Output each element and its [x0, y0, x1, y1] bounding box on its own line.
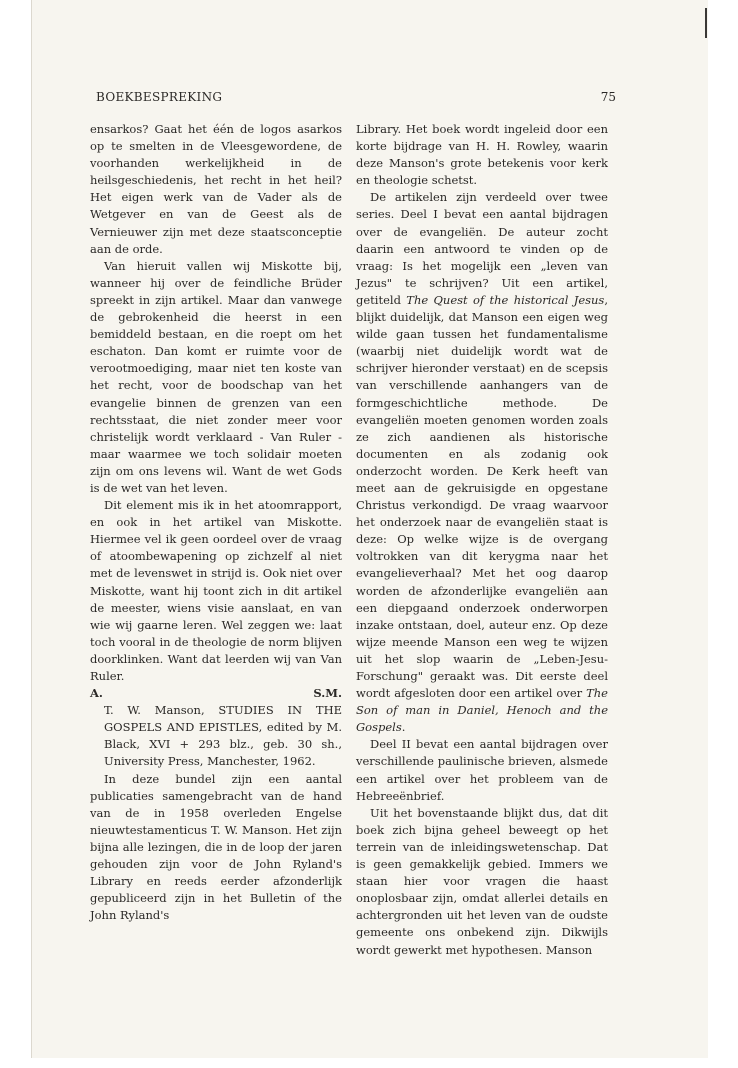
paragraph: Van hieruit vallen wij Miskotte bij, wanneer hij over de feindliche Brüder spreekt in zijn artikel. Maar dan vanwege de gebrokenheid die heerst in een bemiddeld bestaan, en die roept om het eschaton. Dan komt er ruimte voor de verootmoediging, maar niet ten koste van het recht, voor de boodschap van het evangelie binnen de grenzen van een rechtsstaat, die niet zonder meer voor christelijk wordt verklaard - Van Ruler - maar waarmee we toch solidair moeten zijn om ons levens wil. Want de wet Gods is de wet van het leven. [90, 258, 342, 495]
paragraph [356, 189, 608, 736]
article-title: The Quest of the historical Jesus [406, 292, 605, 307]
paragraph: In deze bundel zijn een aantal publicaties samengebracht van de hand van de in 1958 overleden Engelse nieuwtestamenticus T. W. Manson. Het zijn bijna alle lezingen, die in de loop der jaren gehouden zijn voor de John Ryland's Library en reeds eerder afzonderlijk gepubliceerd zijn in het Bulletin of the John Ryland's [90, 771, 342, 923]
paragraph: Deel II bevat een aantal bijdragen over verschillende paulinische brieven, alsmede een artikel over het probleem van de Hebreeënbrief. [356, 737, 608, 803]
left-column [90, 121, 342, 924]
article-title: The Son of man in Daniel, Henoch and the Gospels [356, 686, 608, 735]
paragraph: Dit element mis ik in het atoomrapport, en ook in het artikel van Miskotte. Hiermee vel ik geen oordeel over de vraag of atoombewapening op zichzelf al niet met de levenswet in strijd is. Ook niet over Miskotte, want hij toont zich in dit artikel de meester, wiens visie aanslaat, en van wie wij gaarne leren. Wel zeggen we: laat toch vooral in de theologie de norm blijven doorklinken. Want dat leerden wij van Van Ruler. [90, 498, 342, 683]
signoff [90, 685, 342, 702]
paragraph: Uit het bovenstaande blijkt dus, dat dit boek zich bijna geheel beweegt op het terrein van de inleidingswetenschap. Dat is geen gemakkelijk gebied. Immers we staan hier voor vragen die haast onoplosbaar zijn, omdat allerlei details en achtergronden uit het leven van de oudste gemeente ons onbekend zijn. Dikwijls wordt gewerkt met hypothesen. Manson [356, 805, 608, 957]
text-run: De artikelen zijn verdeeld over twee series. Deel I bevat een aantal bijdragen over de evangeliën. De auteur zocht daarin een antwoord te vinden op de vraag: Is het mogelijk een „leven van Jezus" te schrijven? Uit een artikel, getiteld [356, 190, 608, 307]
text-run: . [401, 720, 406, 735]
paragraph: Library. Het boek wordt ingeleid door een korte bijdrage van H. H. Rowley, waarin deze Manson's grote betekenis voor kerk en theologie schetst. [356, 122, 608, 188]
text-run: , blijkt duidelijk, dat Manson een eigen weg wilde gaan tussen het fundamentalisme (waarbij niet duidelijk wordt wat de schrijver hieronder verstaat) en de scepsis van verschillende aanhangers van de formgeschichtliche methode. De evangeliën moeten genomen worden zoals ze zich aandienen als historische documenten en als zodanig ook onderzocht worden. De Kerk heeft van meet aan de gekruisigde en opgestane Christus verkondigd. De vraag waarvoor het onderzoek naar de evangeliën staat is deze: Op welke wijze is de overgang voltrokken van dit kerygma naar het evangelieverhaal? Met het oog daarop worden de afzonderlijke evangeliën aan een diepgaand onderzoek onderworpen inzake ontstaan, doel, auteur enz. Op deze wijze meende Manson een weg te wijzen uit het slop waarin de „Leben-Jesu-Forschung" geraakt was. Dit eerste deel wordt afgesloten door een artikel over [356, 292, 608, 701]
ref-author: T. W. Manson, [104, 703, 219, 718]
ref-details: , edited by M. Black, XVI + 293 blz., geb. 30 sh., University Press, Manchester, 1962. [104, 720, 342, 769]
right-column [356, 121, 608, 959]
book-reference [90, 702, 342, 770]
signoff-author: S.M. [313, 686, 342, 701]
signoff-initial: A. [90, 686, 103, 701]
page-number: 75 [600, 90, 616, 104]
paragraph: ensarkos? Gaat het één de logos asarkos op te smelten in de Vleesgewordene, de voorhanden werkelijkheid in de heilsgeschiedenis, het recht in het heil? Het eigen werk van de Vader als de Wetgever en van de Geest als de Vernieuwer zijn met deze staatsconceptie aan de orde. [90, 122, 342, 256]
edge-mark [705, 8, 707, 38]
ref-title: STUDIES IN THE GOSPELS AND EPISTLES [104, 703, 342, 735]
running-header: BOEKBESPREKING [96, 90, 223, 104]
